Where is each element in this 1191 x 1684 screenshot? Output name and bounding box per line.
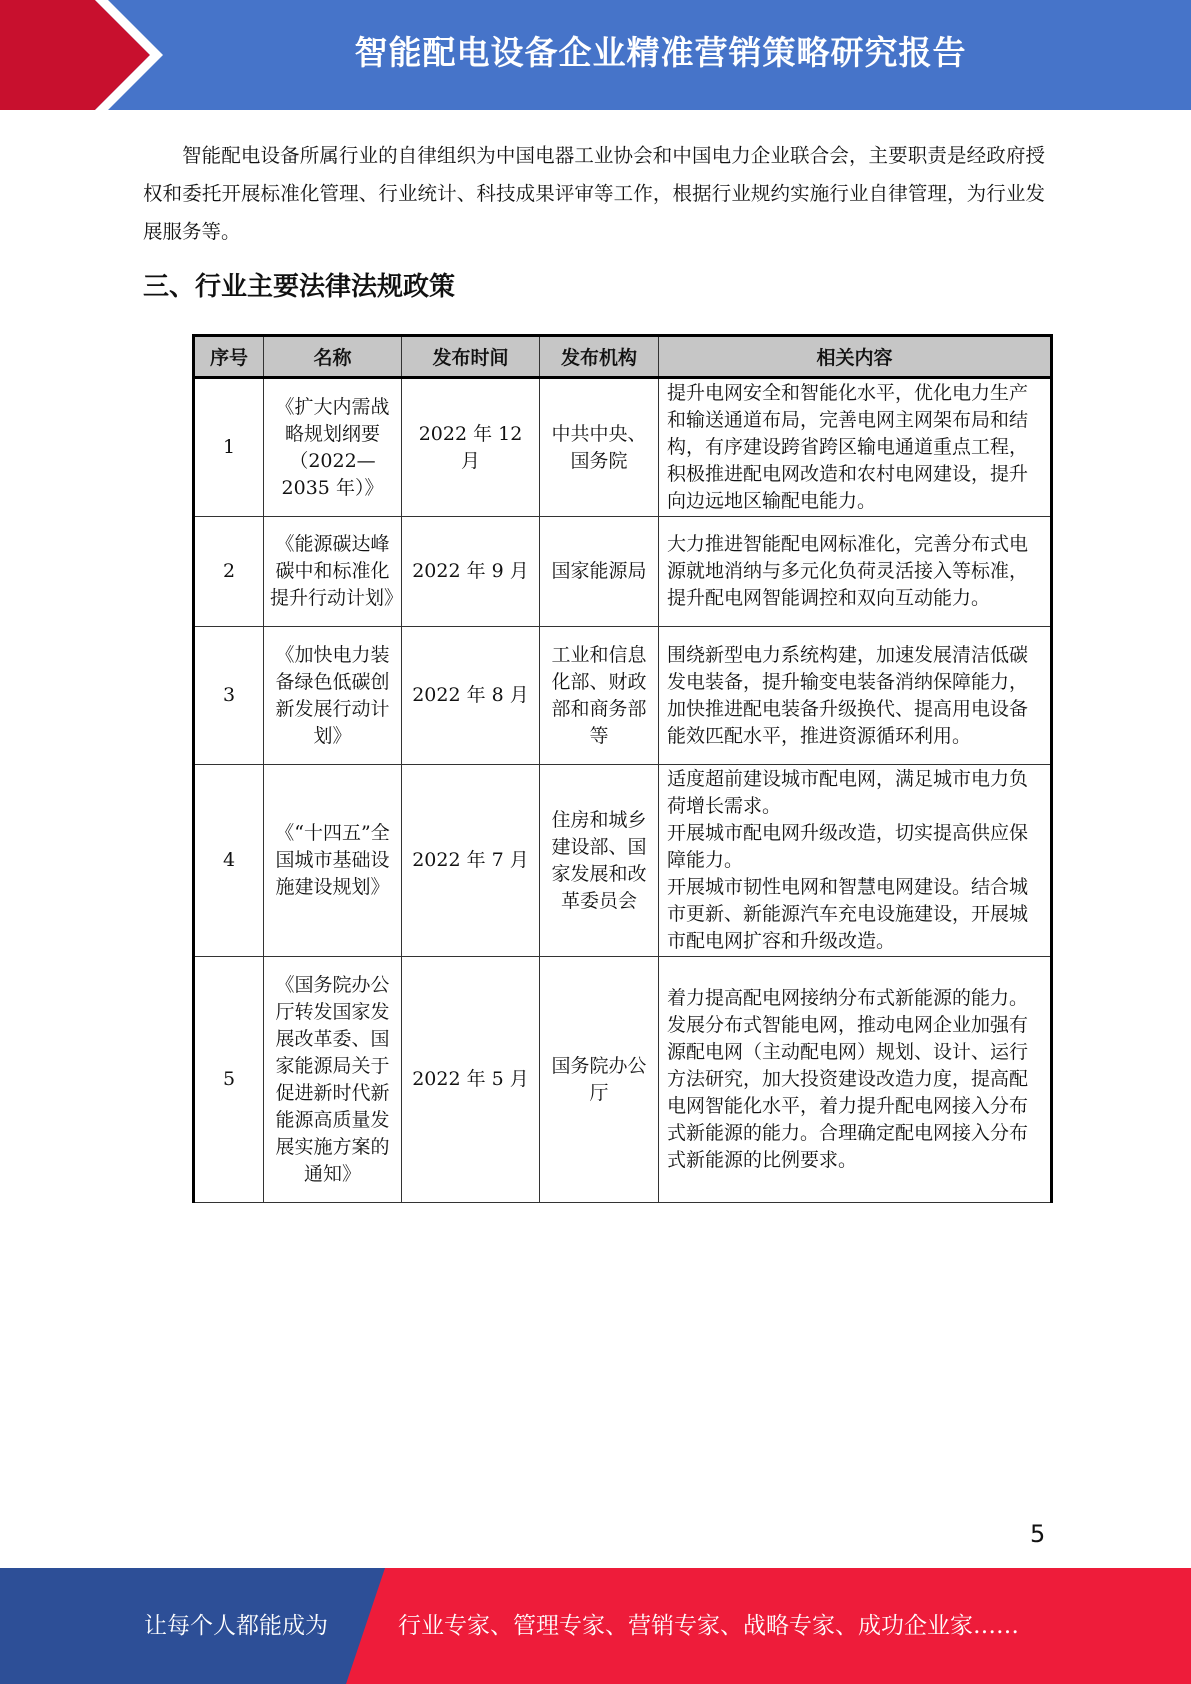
content-line: 围绕新型电力系统构建，加速发展清洁低碳发电装备，提升输变电装备消纳保障能力，加快推进配电装备升级换代、提高用电设备能效匹配水平，推进资源循环利用。 [667,643,1029,747]
header-content: 相关内容 [659,336,1052,378]
cell-org: 国家能源局 [540,517,659,627]
header-name: 名称 [264,336,402,378]
cell-no: 3 [194,627,264,765]
content-line: 大力推进智能配电网标准化，完善分布式电源就地消纳与多元化负荷灵活接入等标准，提升配电网智能调控和双向互动能力。 [667,533,1029,609]
cell-date: 2022 年 8 月 [402,627,540,765]
cell-date: 2022 年 12 月 [402,378,540,517]
content-line: 提升电网安全和智能化水平，优化电力生产和输送通道布局，完善电网主网架布局和结构，有序建设跨省跨区输电通道重点工程，积极推进配电网改造和农村电网建设，提升向边远地区输配电能力。 [667,382,1029,512]
content-line: 适度超前建设城市配电网，满足城市电力负荷增长需求。 [667,768,1029,817]
cell-org: 工业和信息化部、财政部和商务部等 [540,627,659,765]
cell-no: 5 [194,957,264,1203]
cell-org: 国务院办公厅 [540,957,659,1203]
page-number: 5 [1030,1520,1046,1548]
content-line: 着力提高配电网接纳分布式新能源的能力。发展分布式智能电网，推动电网企业加强有源配电网（主动配电网）规划、设计、运行方法研究，加大投资建设改造力度，提高配电网智能化水平，着力提升配电网接入分布式新能源的能力。合理确定配电网接入分布式新能源的比例要求。 [667,987,1029,1171]
cell-name: 《加快电力装备绿色低碳创新发展行动计划》 [264,627,402,765]
table-row [194,957,1052,1203]
footer-slogan-right: 行业专家、管理专家、营销专家、战略专家、成功企业家…… [398,1613,1019,1639]
footer-slogan-left: 让每个人都能成为 [144,1613,328,1639]
cell-content [659,765,1052,957]
cell-name: 《扩大内需战略规划纲要（2022—2035 年）》 [264,378,402,517]
cell-content [659,627,1052,765]
header-red-chevron [0,0,150,110]
section-heading: 三、行业主要法律法规政策 [143,272,456,302]
policy-table [192,334,1053,1203]
intro-paragraph: 智能配电设备所属行业的自律组织为中国电器工业协会和中国电力企业联合会，主要职责是经政府授权和委托开展标准化管理、行业统计、科技成果评审等工作，根据行业规约实施行业自律管理，为行业发展服务等。 [143,144,1045,243]
cell-name: 《能源碳达峰碳中和标准化提升行动计划》 [264,517,402,627]
table-row [194,378,1052,517]
cell-content [659,957,1052,1203]
header-org: 发布机构 [540,336,659,378]
cell-no: 2 [194,517,264,627]
cell-org: 住房和城乡建设部、国家发展和改革委员会 [540,765,659,957]
table-row [194,517,1052,627]
content-line: 开展城市韧性电网和智慧电网建设。结合城市更新、新能源汽车充电设施建设，开展城市配电网扩容和升级改造。 [667,876,1029,952]
content-line: 开展城市配电网升级改造，切实提高供应保障能力。 [667,822,1029,871]
cell-content [659,378,1052,517]
cell-no: 1 [194,378,264,517]
page-footer [0,1568,1191,1684]
cell-date: 2022 年 7 月 [402,765,540,957]
cell-date: 2022 年 9 月 [402,517,540,627]
cell-content [659,517,1052,627]
cell-no: 4 [194,765,264,957]
cell-name: 《“十四五”全国城市基础设施建设规划》 [264,765,402,957]
table-row [194,765,1052,957]
table-row [194,627,1052,765]
table-header-row [194,336,1052,378]
page-header [0,0,1191,110]
header-no: 序号 [194,336,264,378]
report-title: 智能配电设备企业精准营销策略研究报告 [354,33,967,72]
cell-date: 2022 年 5 月 [402,957,540,1203]
cell-org: 中共中央、国务院 [540,378,659,517]
header-date: 发布时间 [402,336,540,378]
cell-name: 《国务院办公厅转发国家发展改革委、国家能源局关于促进新时代新能源高质量发展实施方案的通知》 [264,957,402,1203]
